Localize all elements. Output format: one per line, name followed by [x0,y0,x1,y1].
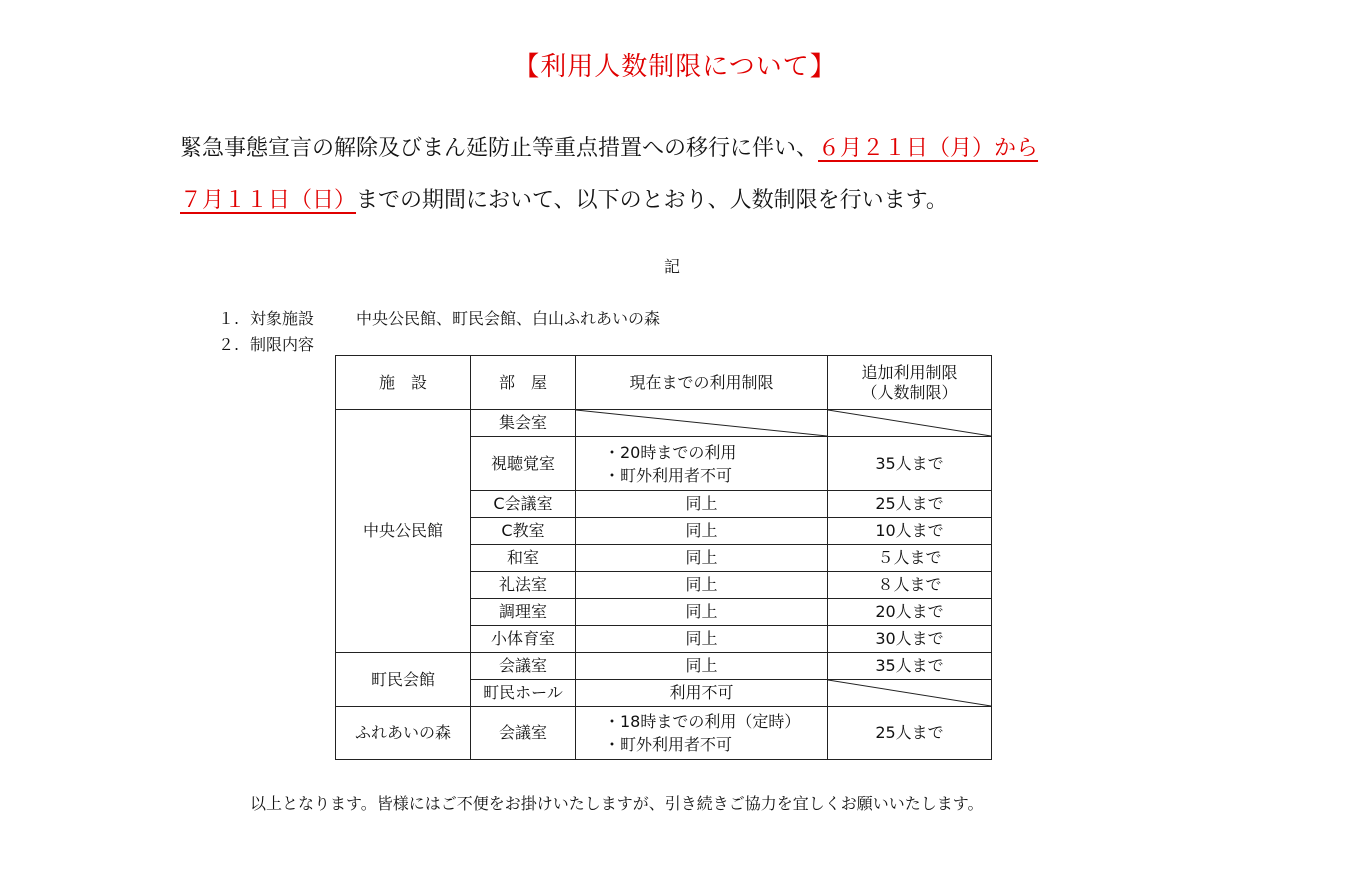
additional-cell: 35人まで [828,437,992,491]
additional-cell: ５人まで [828,545,992,572]
additional-cell: 10人まで [828,518,992,545]
empty-cell-diagonal [828,680,992,707]
item-restriction-content [218,332,356,355]
facility-cell: 中央公民館 [336,410,471,653]
current-cell: 同上 [576,545,828,572]
intro-line-2 [180,183,948,214]
header-room: 部 屋 [471,356,576,410]
room-cell: 町民ホール [471,680,576,707]
room-cell: 礼法室 [471,572,576,599]
item-value: 中央公民館、町民会館、白山ふれあいの森 [356,309,661,328]
table-row [336,707,992,760]
closing-note: 以上となります。皆様にはご不便をお掛けいたしますが、引き続きご協力を宜しくお願いいたします。 [250,794,984,813]
page-title: 【利用人数制限について】 [513,52,837,82]
item-label: 制限内容 [250,335,315,354]
intro-line-1 [180,131,1038,162]
header-current: 現在までの利用制限 [576,356,828,410]
room-cell: 和室 [471,545,576,572]
current-cell: 同上 [576,599,828,626]
room-cell: C会議室 [471,491,576,518]
additional-cell: 20人まで [828,599,992,626]
additional-cell: ８人まで [828,572,992,599]
current-line: ・町外利用者不可 [604,735,733,754]
item-label: 対象施設 [250,309,315,328]
item-target-facilities [218,306,660,329]
current-cell: 同上 [576,653,828,680]
header-additional-line-2: （人数制限） [861,382,958,402]
room-cell: 集会室 [471,410,576,437]
intro-text: までの期間において、以下のとおり、人数制限を行います。 [356,188,948,213]
facility-cell: ふれあいの森 [336,707,471,760]
intro-text: 緊急事態宣言の解除及びまん延防止等重点措置への移行に伴い、 [180,136,819,161]
current-cell: 同上 [576,491,828,518]
room-cell: C教室 [471,518,576,545]
room-cell: 調理室 [471,599,576,626]
empty-cell-diagonal [828,410,992,437]
ki-heading: 記 [663,257,680,276]
table-header-row [336,356,992,410]
current-line: ・18時までの利用（定時） [604,712,801,731]
item-number: １. [218,309,240,328]
room-cell: 視聴覚室 [471,437,576,491]
empty-cell-diagonal [576,410,828,437]
restriction-table [335,355,992,760]
start-date: ６月２１日（月）から [818,136,1039,161]
facility-cell: 町民会館 [336,653,471,707]
header-additional-line-1: 追加利用制限 [861,362,958,382]
current-cell [576,707,828,760]
room-cell: 会議室 [471,653,576,680]
additional-cell: 30人まで [828,626,992,653]
room-cell: 会議室 [471,707,576,760]
table-row [336,653,992,680]
current-cell: 同上 [576,626,828,653]
additional-cell: 25人まで [828,707,992,760]
current-line: ・20時までの利用 [604,442,737,462]
current-cell [576,437,828,491]
current-cell: 利用不可 [576,680,828,707]
current-cell: 同上 [576,518,828,545]
room-cell: 小体育室 [471,626,576,653]
header-facility: 施 設 [336,356,471,410]
additional-cell: 35人まで [828,653,992,680]
table-row [336,410,992,437]
item-number: ２. [218,335,240,354]
end-date: ７月１１日（日） [180,188,357,213]
additional-cell: 25人まで [828,491,992,518]
current-line: ・町外利用者不可 [604,465,733,485]
current-cell: 同上 [576,572,828,599]
header-additional [828,356,992,410]
